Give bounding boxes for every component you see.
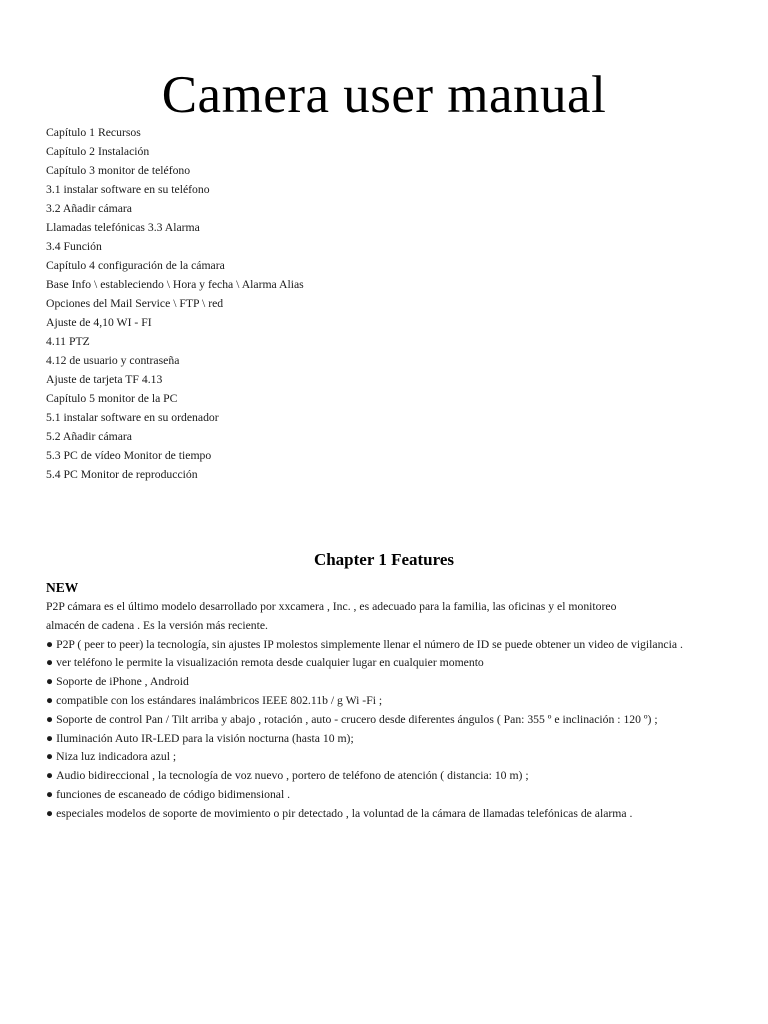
bullet-icon: ● [46,656,54,670]
intro-line: almacén de cadena . Es la versión más reciente. [46,618,268,632]
bullet-icon: ● [46,675,54,689]
feature-text: Niza luz indicadora azul ; [56,750,177,764]
bullet-icon: ● [46,769,54,783]
table-of-contents [46,123,726,484]
toc-item: 3.1 instalar software en su teléfono [46,183,210,196]
feature-text: Audio bidireccional , la tecnología de voz nuevo , portero de teléfono de atención ( distancia: 10 m) ; [56,769,529,783]
feature-text: Iluminación Auto IR-LED para la visión nocturna (hasta 10 m); [56,731,354,745]
feature-text: compatible con los estándares inalámbricos IEEE 802.11b / g Wi -Fi ; [56,693,383,707]
feature-bullet [46,654,722,673]
toc-item: Base Info \ estableciendo \ Hora y fecha \ Alarma Alias [46,278,304,291]
feature-text: ver teléfono le permite la visualización remota desde cualquier lugar en cualquier momento [56,656,484,670]
toc-item: Capítulo 3 monitor de teléfono [46,164,191,177]
toc-item: Ajuste de tarjeta TF 4.13 [46,373,163,386]
feature-bullet [46,805,722,824]
feature-bullet [46,730,722,749]
bullet-icon: ● [46,731,54,745]
section-label: NEW [46,580,79,595]
feature-text: Soporte de iPhone , Android [56,675,189,689]
toc-item: Ajuste de 4,10 WI - FI [46,316,152,329]
toc-item: 5.2 Añadir cámara [46,430,132,443]
bullet-icon: ● [46,750,54,764]
feature-text: Soporte de control Pan / Tilt arriba y abajo , rotación , auto - crucero desde diferentes ángulos ( Pan: 355 º e inclinación : 120 º) ; [56,712,658,726]
feature-bullet [46,748,722,767]
features-section [46,598,722,824]
bullet-icon: ● [46,637,54,651]
toc-item: Capítulo 5 monitor de la PC [46,392,178,405]
toc-item: 4.12 de usuario y contraseña [46,354,180,367]
feature-bullet [46,673,722,692]
feature-text: especiales modelos de soporte de movimiento o pir detectado , la voluntad de la cámara de llamadas telefónicas de alarma . [56,806,633,820]
document-title: Camera user manual [161,66,607,124]
toc-item: Capítulo 4 configuración de la cámara [46,259,225,272]
feature-bullet [46,786,722,805]
toc-item: 3.2 Añadir cámara [46,202,132,215]
toc-item: 4.11 PTZ [46,335,90,348]
toc-item: Opciones del Mail Service \ FTP \ red [46,297,224,310]
feature-bullet [46,767,722,786]
feature-bullet [46,692,722,711]
bullet-icon: ● [46,806,54,820]
bullet-icon: ● [46,712,54,726]
bullet-icon: ● [46,787,54,801]
toc-item: Capítulo 2 Instalación [46,145,150,158]
intro-line: P2P cámara es el último modelo desarrollado por xxcamera , Inc. , es adecuado para la familia, las oficinas y el monitoreo [46,600,617,613]
toc-item: 3.4 Función [46,240,102,253]
toc-item: Capítulo 1 Recursos [46,126,141,139]
chapter-heading: Chapter 1 Features [313,550,455,569]
toc-item: 5.1 instalar software en su ordenador [46,411,219,424]
feature-bullet [46,636,722,655]
feature-text: P2P ( peer to peer) la tecnología, sin ajustes IP molestos simplemente llenar el número de ID se puede obtener un video de vigilancia . [56,637,683,651]
bullet-icon: ● [46,693,54,707]
toc-item: Llamadas telefónicas 3.3 Alarma [46,221,200,234]
feature-bullet [46,711,722,730]
toc-item: 5.4 PC Monitor de reproducción [46,468,198,481]
toc-item: 5.3 PC de vídeo Monitor de tiempo [46,449,212,462]
feature-text: funciones de escaneado de código bidimensional . [56,787,291,801]
